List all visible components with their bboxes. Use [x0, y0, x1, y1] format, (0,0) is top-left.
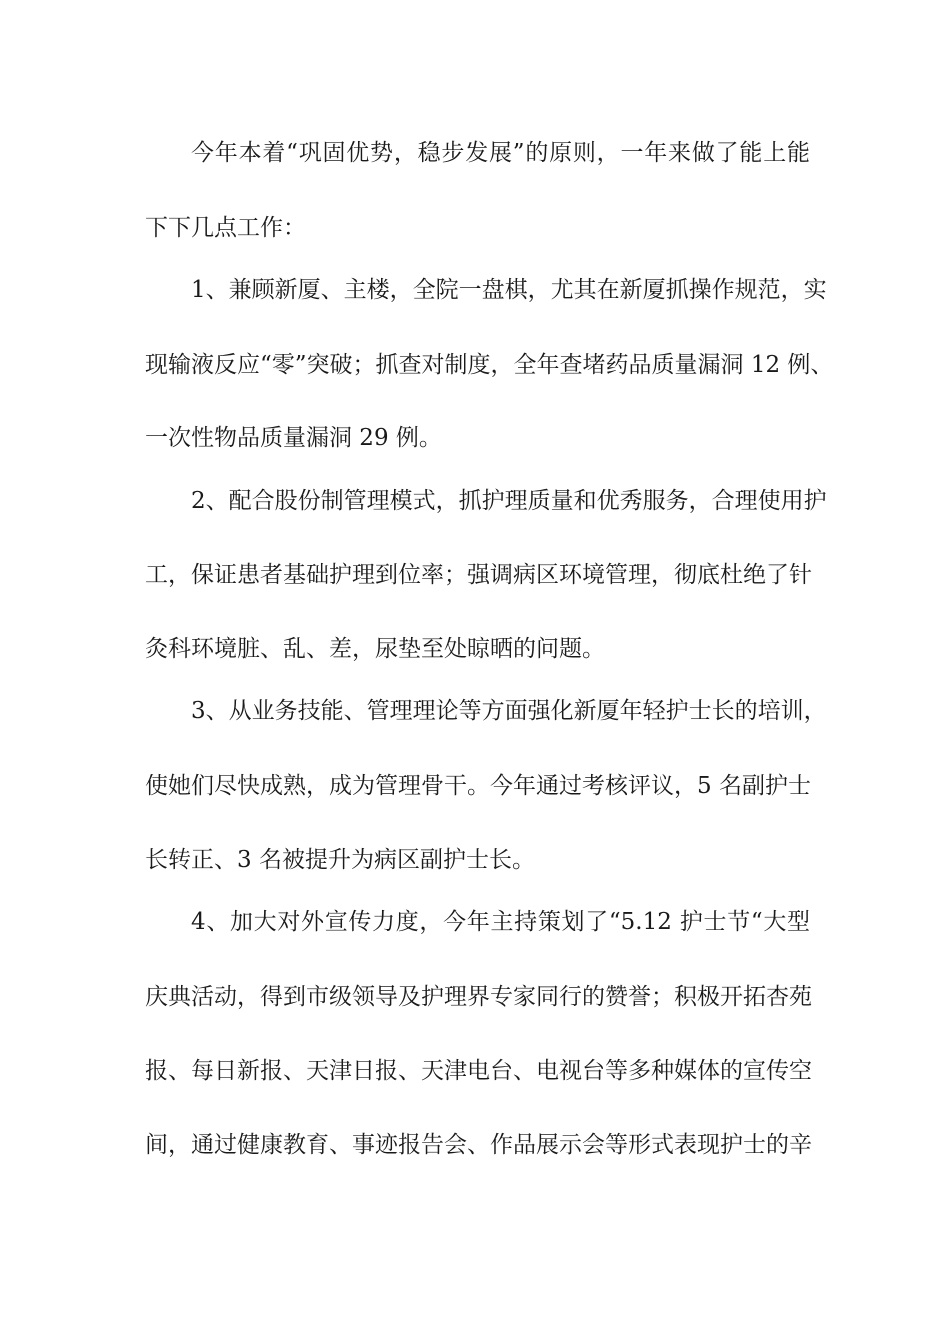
item-2-line-2: 工，保证患者基础护理到位率；强调病区环境管理，彻底杜绝了针: [145, 562, 812, 588]
item-4-line-3: 报、每日新报、天津日报、天津电台、电视台等多种媒体的宣传空: [145, 1058, 812, 1084]
item-2-line-3: 灸科环境脏、乱、差，尿垫至处晾晒的问题。: [145, 636, 605, 662]
item-1-line-1: 1、兼顾新厦、主楼，全院一盘棋，尤其在新厦抓操作规范，实: [191, 277, 827, 303]
paragraph-intro-line-1: 今年本着“巩固优势，稳步发展”的原则，一年来做了能上能: [191, 140, 810, 166]
item-4-line-1: 4、加大对外宣传力度，今年主持策划了“5.12 护士节“大型: [191, 909, 810, 935]
item-4-line-4: 间，通过健康教育、事迹报告会、作品展示会等形式表现护士的辛: [145, 1132, 812, 1158]
item-2-line-1: 2、配合股份制管理模式，抓护理质量和优秀服务，合理使用护: [191, 488, 827, 514]
item-4-line-2: 庆典活动，得到市级领导及护理界专家同行的赞誉；积极开拓杏苑: [145, 984, 812, 1010]
item-1-line-3: 一次性物品质量漏洞 29 例。: [145, 425, 442, 451]
item-1-line-2: 现输液反应“零”突破；抓查对制度，全年查堵药品质量漏洞 12 例、: [145, 352, 834, 378]
item-3-line-2: 使她们尽快成熟，成为管理骨干。今年通过考核评议，5 名副护士: [145, 773, 811, 799]
paragraph-intro-line-2: 下下几点工作：: [145, 215, 306, 241]
item-3-line-3: 长转正、3 名被提升为病区副护士长。: [145, 847, 535, 873]
item-3-line-1: 3、从业务技能、管理理论等方面强化新厦年轻护士长的培训，: [191, 698, 827, 724]
